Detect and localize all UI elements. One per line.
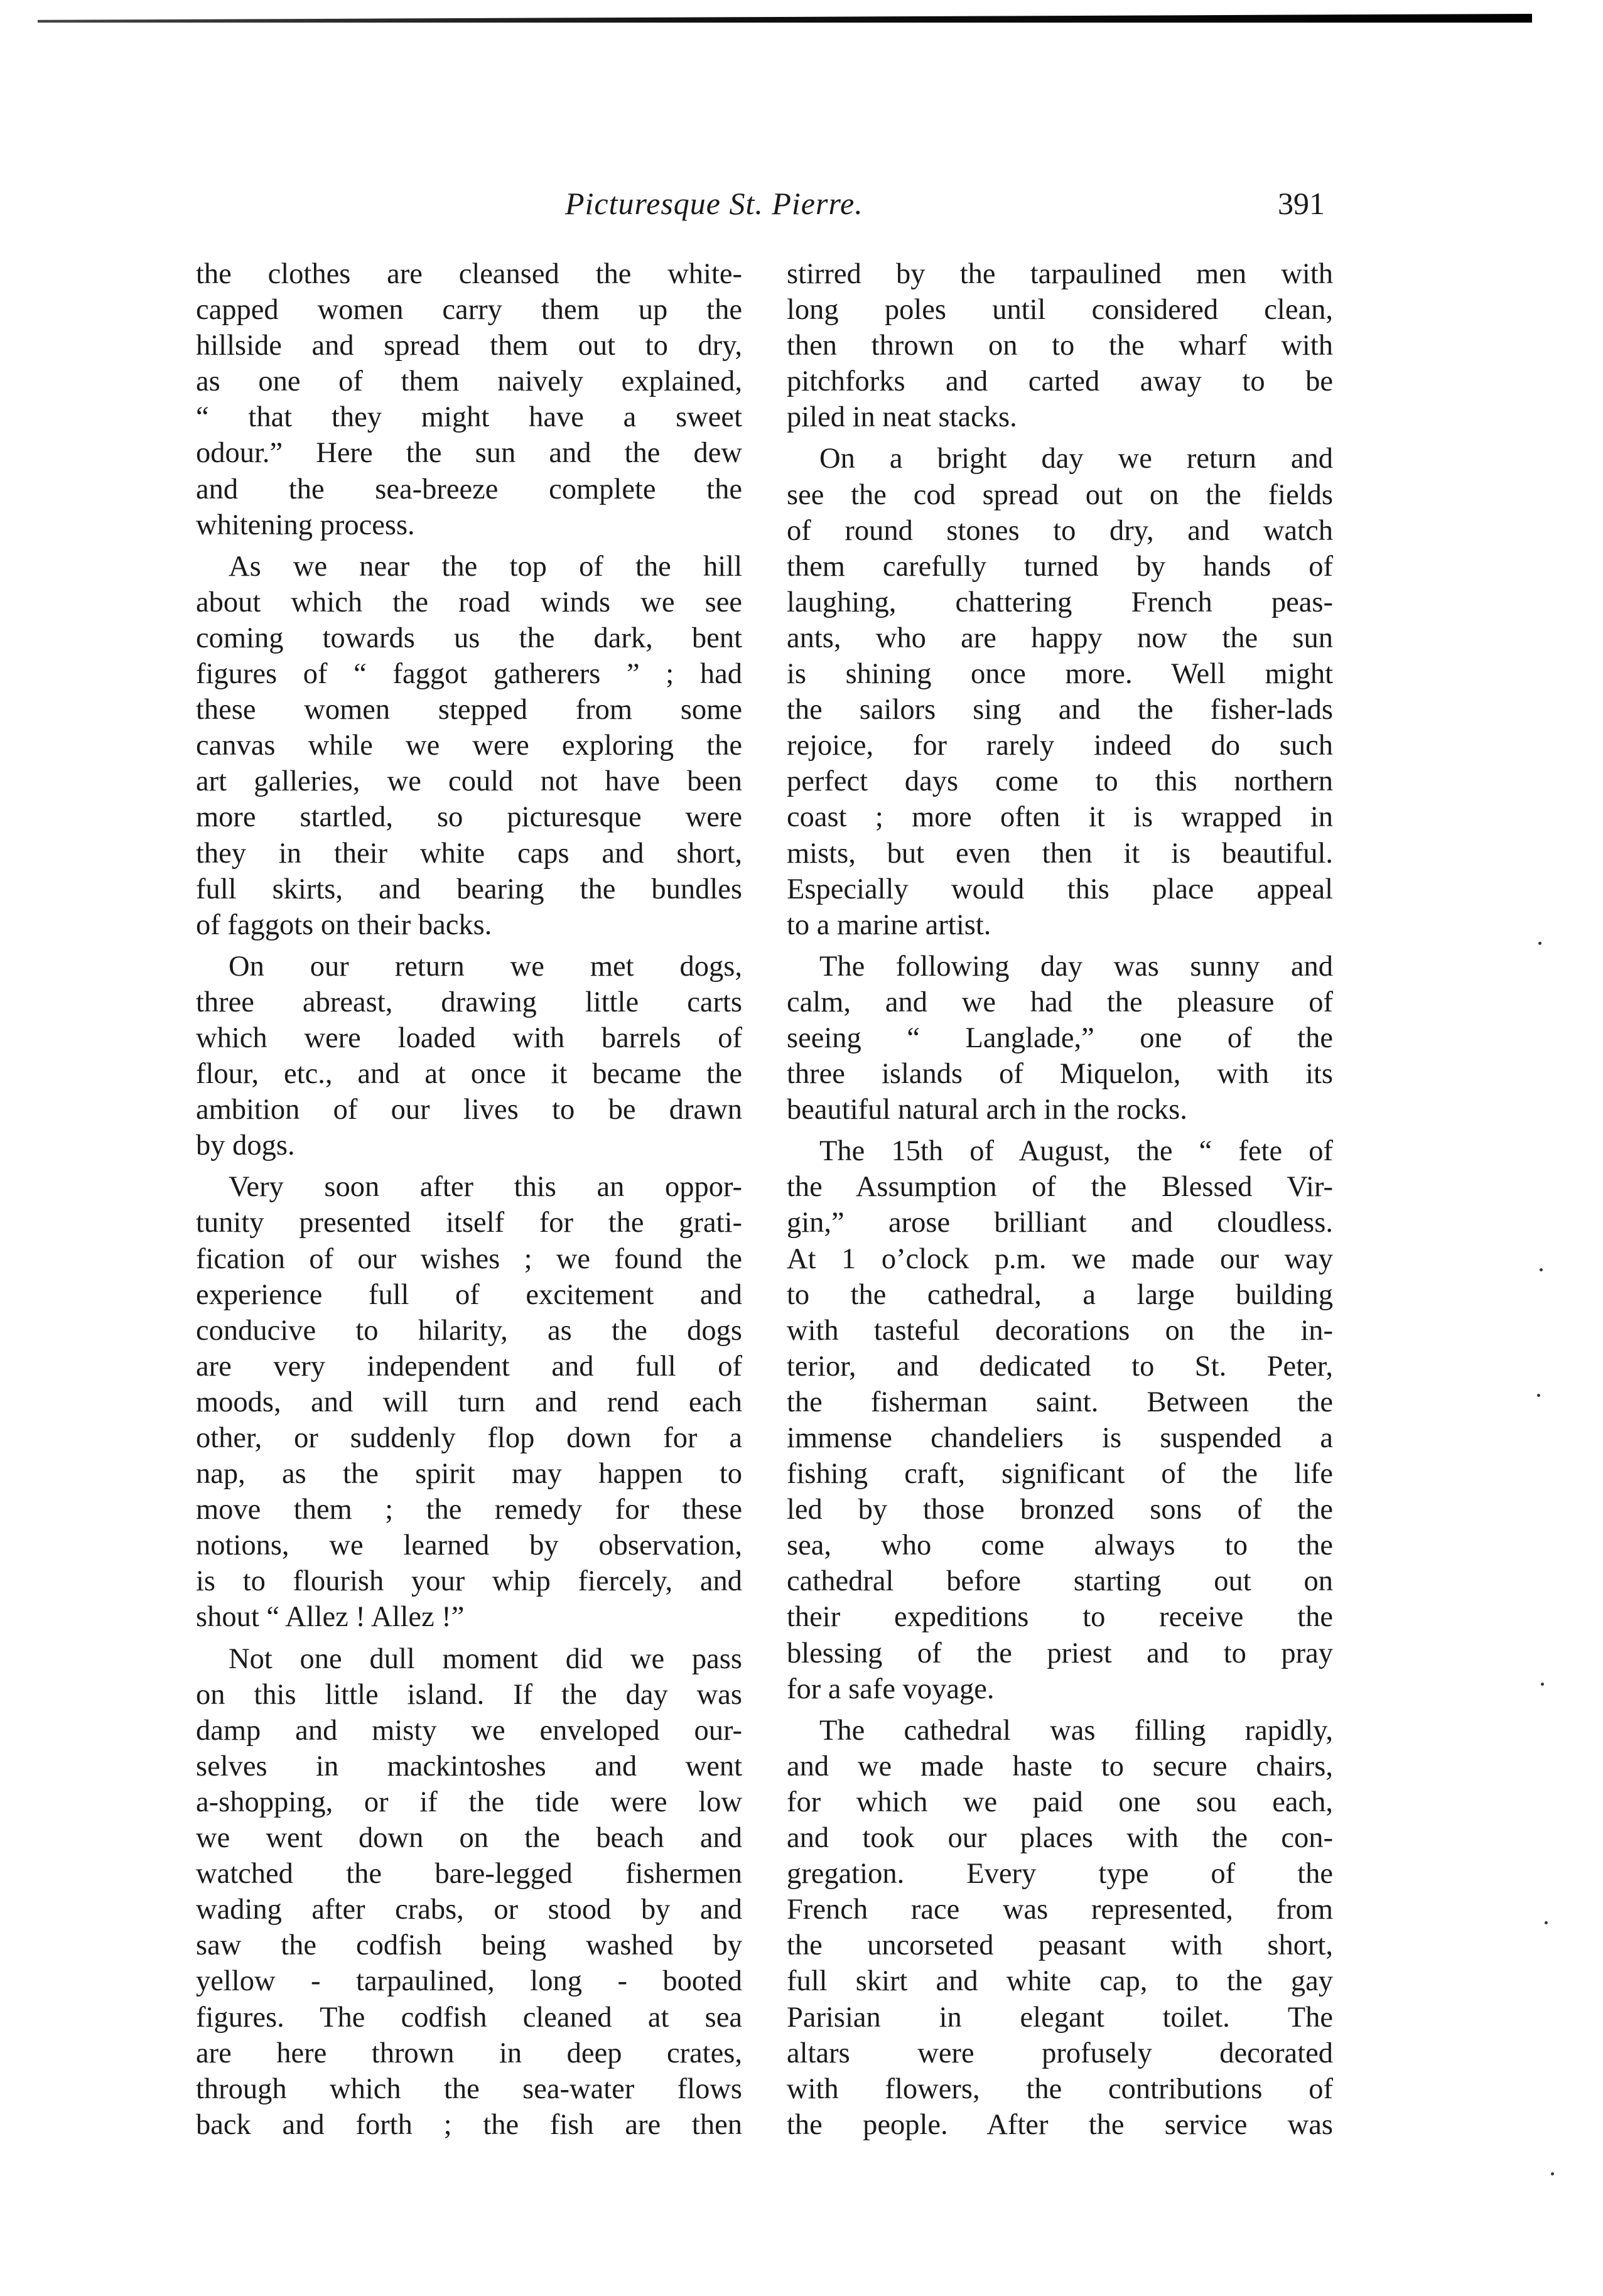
text-line: canvas while we were exploring the: [196, 730, 742, 762]
text-line: the sailors sing and the fisher-lads: [787, 694, 1333, 726]
text-line: as one of them naively explained,: [196, 365, 742, 398]
text-line: the clothes are cleansed the white-: [196, 258, 742, 290]
text-line: figures of “ faggot gatherers ” ; had: [196, 658, 742, 691]
scan-speck: [1545, 1921, 1548, 1924]
text-line: hillside and spread them out to dry,: [196, 330, 742, 362]
text-line: and the sea-breeze complete the: [196, 473, 742, 505]
scan-speck: [1540, 1268, 1543, 1271]
text-line: back and forth ; the fish are then: [196, 2108, 742, 2141]
text-line: saw the codfish being washed by: [196, 1929, 742, 1962]
text-line: they in their white caps and short,: [196, 837, 742, 870]
text-line: we went down on the beach and: [196, 1822, 742, 1855]
paragraph-gap: [787, 1128, 1333, 1133]
right-text-column: [787, 256, 1333, 2143]
text-line: these women stepped from some: [196, 694, 742, 726]
text-line: yellow - tarpaulined, long - booted: [196, 1965, 742, 1998]
scan-speck: [1538, 942, 1541, 945]
text-line: seeing “ Langlade,” one of the: [787, 1021, 1333, 1054]
text-line: art galleries, we could not have been: [196, 765, 742, 798]
page-header: [195, 185, 1325, 223]
text-line: their expeditions to receive the: [787, 1601, 1333, 1634]
text-line: long poles until considered clean,: [787, 294, 1333, 326]
text-line: move them ; the remedy for these: [196, 1494, 742, 1526]
text-line: coming towards us the dark, bent: [196, 622, 742, 654]
text-line: Parisian in elegant toilet. The: [787, 2001, 1333, 2034]
paragraph-gap: [196, 543, 742, 549]
text-line: is to flourish your whip fiercely, and: [196, 1565, 742, 1598]
text-line: fishing craft, significant of the life: [787, 1458, 1333, 1490]
text-line: three islands of Miquelon, with its: [787, 1058, 1333, 1091]
text-line: The 15th of August, the “ fete of: [819, 1135, 1333, 1168]
text-line: Very soon after this an oppor-: [229, 1171, 742, 1204]
text-line: On our return we met dogs,: [229, 950, 742, 983]
text-line: blessing of the priest and to pray: [787, 1637, 1333, 1669]
text-line: the fisherman saint. Between the: [787, 1386, 1333, 1418]
text-line: are very independent and full of: [196, 1350, 742, 1382]
paragraph-gap: [196, 943, 742, 949]
text-line: with flowers, the contributions of: [787, 2072, 1333, 2105]
text-line: other, or suddenly flop down for a: [196, 1422, 742, 1454]
paragraph-gap: [787, 435, 1333, 441]
text-line: and took our places with the con-: [787, 1822, 1333, 1855]
text-line: gin,” arose brilliant and cloudless.: [787, 1207, 1333, 1239]
text-line: calm, and we had the pleasure of: [787, 986, 1333, 1018]
text-line: The following day was sunny and: [819, 950, 1333, 983]
running-title: Picturesque St. Pierre.: [565, 186, 863, 221]
text-line: beautiful natural arch in the rocks.: [787, 1094, 1187, 1126]
text-line: of faggots on their backs.: [196, 908, 492, 941]
text-line: the Assumption of the Blessed Vir-: [787, 1171, 1333, 1204]
text-line: immense chandeliers is suspended a: [787, 1422, 1333, 1454]
text-line: piled in neat stacks.: [787, 401, 1017, 434]
text-line: coast ; more often it is wrapped in: [787, 801, 1333, 834]
text-line: shout “ Allez ! Allez !”: [196, 1601, 465, 1634]
text-line: nap, as the spirit may happen to: [196, 1458, 742, 1490]
text-line: about which the road winds we see: [196, 586, 742, 618]
text-line: see the cod spread out on the fields: [787, 478, 1333, 511]
text-line: flour, etc., and at once it became the: [196, 1058, 742, 1091]
text-line: through which the sea-water flows: [196, 2072, 742, 2105]
text-line: altars were profusely decorated: [787, 2037, 1333, 2069]
text-line: them carefully turned by hands of: [787, 550, 1333, 583]
scan-speck: [1551, 2172, 1554, 2175]
text-line: the people. After the service was: [787, 2108, 1333, 2141]
text-line: which were loaded with barrels of: [196, 1021, 742, 1054]
text-line: for which we paid one sou each,: [787, 1786, 1333, 1818]
text-line: selves in mackintoshes and went: [196, 1750, 742, 1782]
text-line: on this little island. If the day was: [196, 1678, 742, 1711]
text-line: The cathedral was filling rapidly,: [819, 1714, 1333, 1747]
text-line: cathedral before starting out on: [787, 1565, 1333, 1598]
text-line: ants, who are happy now the sun: [787, 622, 1333, 654]
scan-speck: [1541, 1683, 1544, 1686]
text-line: full skirt and white cap, to the gay: [787, 1965, 1333, 1998]
text-line: Not one dull moment did we pass: [229, 1642, 742, 1675]
text-line: watched the bare-legged fishermen: [196, 1858, 742, 1890]
text-line: conducive to hilarity, as the dogs: [196, 1314, 742, 1347]
page-number: 391: [1278, 186, 1325, 221]
text-line: led by those bronzed sons of the: [787, 1494, 1333, 1526]
text-line: by dogs.: [196, 1129, 295, 1162]
text-line: is shining once more. Well might: [787, 658, 1333, 691]
text-line: laughing, chattering French peas-: [787, 586, 1333, 618]
text-line: terior, and dedicated to St. Peter,: [787, 1350, 1333, 1382]
text-line: At 1 o’clock p.m. we made our way: [787, 1242, 1333, 1275]
text-line: wading after crabs, or stood by and: [196, 1894, 742, 1926]
paragraph-gap: [787, 1707, 1333, 1713]
text-line: Especially would this place appeal: [787, 873, 1333, 905]
text-line: and we made haste to secure chairs,: [787, 1750, 1333, 1782]
text-line: damp and misty we enveloped our-: [196, 1714, 742, 1747]
text-line: pitchforks and carted away to be: [787, 365, 1333, 398]
text-line: to a marine artist.: [787, 908, 991, 941]
text-line: whitening process.: [196, 509, 415, 541]
text-line: tunity presented itself for the grati-: [196, 1207, 742, 1239]
scan-speck: [1537, 1394, 1540, 1397]
text-line: stirred by the tarpaulined men with: [787, 258, 1333, 290]
text-line: to the cathedral, a large building: [787, 1278, 1333, 1311]
paragraph-gap: [787, 943, 1333, 949]
text-line: perfect days come to this northern: [787, 765, 1333, 798]
text-line: fication of our wishes ; we found the: [196, 1242, 742, 1275]
text-line: then thrown on to the wharf with: [787, 330, 1333, 362]
text-line: ambition of our lives to be drawn: [196, 1094, 742, 1126]
text-line: with tasteful decorations on the in-: [787, 1314, 1333, 1347]
text-line: the uncorseted peasant with short,: [787, 1929, 1333, 1962]
page-top-rule: [38, 14, 1532, 23]
text-line: gregation. Every type of the: [787, 1858, 1333, 1890]
text-line: notions, we learned by observation,: [196, 1529, 742, 1562]
text-line: figures. The codfish cleaned at sea: [196, 2001, 742, 2034]
text-line: “ that they might have a sweet: [196, 401, 742, 434]
text-line: capped women carry them up the: [196, 294, 742, 326]
text-line: odour.” Here the sun and the dew: [196, 437, 742, 470]
text-line: of round stones to dry, and watch: [787, 514, 1333, 547]
text-line: mists, but even then it is beautiful.: [787, 837, 1333, 870]
scan-specks: [1532, 942, 1582, 2197]
text-line: for a safe voyage.: [787, 1673, 995, 1705]
text-line: three abreast, drawing little carts: [196, 986, 742, 1018]
text-line: As we near the top of the hill: [229, 550, 742, 583]
paragraph-gap: [196, 1636, 742, 1641]
text-line: On a bright day we return and: [819, 443, 1333, 475]
paragraph-gap: [196, 1163, 742, 1169]
text-line: a-shopping, or if the tide were low: [196, 1786, 742, 1818]
text-line: moods, and will turn and rend each: [196, 1386, 742, 1418]
text-line: more startled, so picturesque were: [196, 801, 742, 834]
text-line: French race was represented, from: [787, 1894, 1333, 1926]
text-line: experience full of excitement and: [196, 1278, 742, 1311]
left-text-column: [196, 256, 742, 2143]
text-line: are here thrown in deep crates,: [196, 2037, 742, 2069]
text-line: rejoice, for rarely indeed do such: [787, 730, 1333, 762]
text-line: sea, who come always to the: [787, 1529, 1333, 1562]
text-line: full skirts, and bearing the bundles: [196, 873, 742, 905]
